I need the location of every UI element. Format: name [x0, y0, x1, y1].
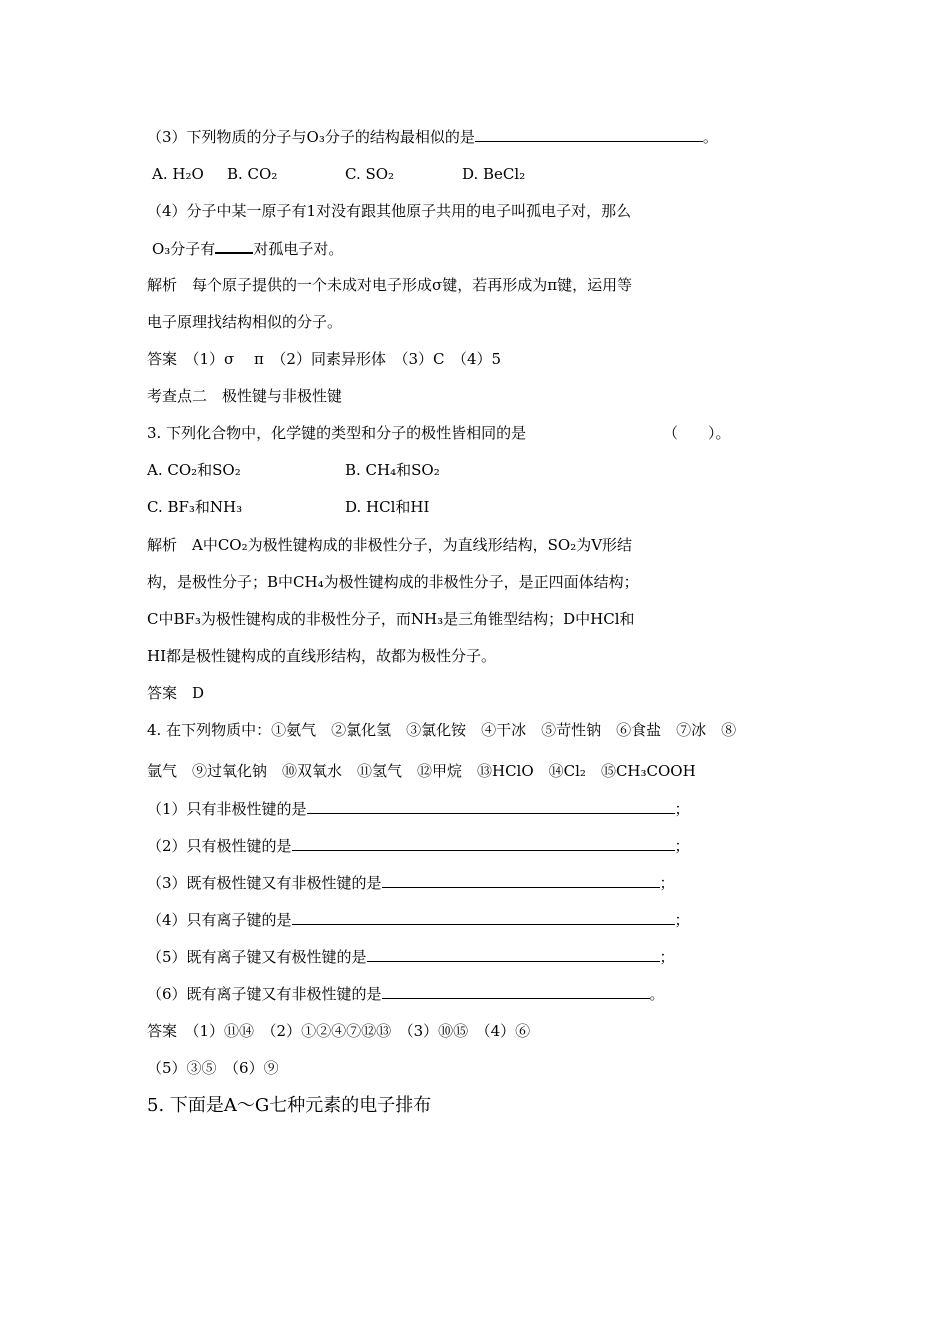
q4-stem-line1: 4. 在下列物质中：①氨气 ②氯化氢 ③氯化铵 ④干冰 ⑤苛性钠 ⑥食盐 ⑦冰 ⑧: [147, 721, 737, 739]
q4-sub4-end: ；: [674, 911, 690, 929]
q4-sub2-end: ；: [674, 837, 690, 855]
q4-sub1: [147, 799, 690, 819]
q2-sub4-answer-blank[interactable]: [215, 238, 253, 254]
q2-analysis-line1: 解析 每个原子提供的一个未成对电子形成σ键，若再形成为π键，运用等: [147, 276, 633, 294]
q4-sub1-answer-blank[interactable]: [307, 799, 675, 814]
q2-analysis-line2: 电子原理找结构相似的分子。: [147, 313, 343, 331]
q2-option-d: D. BeCl₂: [462, 165, 526, 183]
q4-sub2: [147, 836, 690, 856]
q4-sub3-label: （3）既有极性键又有非极性键的是: [147, 874, 382, 892]
q3-option-d: D. HCl和HI: [345, 498, 430, 516]
q3-answer-paren: （ ）。: [663, 424, 731, 442]
q4-sub6-label: （6）既有离子键又有非极性键的是: [147, 985, 382, 1003]
q4-sub4: [147, 910, 690, 930]
q4-answer-line2: （5）③⑤ （6）⑨: [147, 1059, 279, 1077]
q4-answer-line1: 答案 （1）⑪⑭ （2）①②④⑦⑫⑬ （3）⑩⑮ （4）⑥: [147, 1022, 531, 1040]
q3-option-a: A. CO₂和SO₂: [147, 461, 241, 479]
q4-sub5: [147, 947, 675, 967]
q3-answer: 答案 D: [147, 684, 205, 702]
q2-sub4-post: 对孤电子对。: [253, 240, 344, 258]
q3-analysis-line3: C中BF₃为极性键构成的非极性分子，而NH₃是三角锥型结构；D中HCl和: [147, 610, 635, 628]
q4-sub1-end: ；: [674, 800, 690, 818]
q2-option-a: A. H₂O: [152, 165, 204, 183]
q4-sub1-label: （1）只有非极性键的是: [147, 800, 307, 818]
q3-analysis-line2: 构，是极性分子；B中CH₄为极性键构成的非极性分子，是正四面体结构；: [147, 573, 639, 591]
q3-option-c: C. BF₃和NH₃: [147, 498, 243, 516]
q2-sub4-pre: O₃分子有: [152, 240, 216, 258]
q2-sub3-line: [147, 127, 718, 147]
q4-sub3-end: ；: [659, 874, 675, 892]
q4-sub6-answer-blank[interactable]: [382, 984, 650, 999]
q3-analysis-line4: HI都是极性键构成的直线形结构，故都为极性分子。: [147, 647, 497, 665]
q4-sub5-label: （5）既有离子键又有极性键的是: [147, 948, 367, 966]
q4-sub4-label: （4）只有离子键的是: [147, 911, 292, 929]
q4-sub2-label: （2）只有极性键的是: [147, 837, 292, 855]
q4-sub5-end: ；: [659, 948, 675, 966]
q3-stem-line: [147, 423, 526, 443]
q4-sub5-answer-blank[interactable]: [367, 947, 660, 962]
q3-options-row2: [147, 497, 429, 517]
q2-answer: 答案 （1）σ π （2）同素异形体 （3）C （4）5: [147, 350, 502, 368]
q2-option-b: B. CO₂: [227, 165, 278, 183]
q2-sub4-line1: （4）分子中某一原子有1对没有跟其他原子共用的电子叫孤电子对，那么: [147, 202, 632, 220]
q4-sub6: [147, 984, 665, 1004]
q2-sub3-answer-blank[interactable]: [475, 127, 703, 142]
q4-sub2-answer-blank[interactable]: [292, 836, 675, 851]
q4-stem-line2: 氩气 ⑨过氧化钠 ⑩双氧水 ⑪氢气 ⑫甲烷 ⑬HClO ⑭Cl₂ ⑮CH₃COOH: [147, 762, 696, 780]
q2-sub3-text: （3）下列物质的分子与O₃分子的结构最相似的是: [147, 128, 475, 146]
q3-analysis-line1: 解析 A中CO₂为极性键构成的非极性分子，为直线形结构，SO₂为V形结: [147, 536, 633, 554]
q2-option-c: C. SO₂: [345, 165, 395, 183]
q2-sub4-line2: [152, 238, 343, 259]
q3-options-row1: [147, 460, 440, 480]
q2-sub3-end: 。: [702, 128, 718, 146]
q2-sub3-options: [152, 164, 525, 184]
q5-stem: 5. 下面是A～G七种元素的电子排布: [147, 1095, 432, 1116]
section-heading: 考查点二 极性键与非极性键: [147, 387, 343, 405]
q4-sub3: [147, 873, 675, 893]
q4-sub6-end: 。: [649, 985, 665, 1003]
q3-stem: 3. 下列化合物中，化学键的类型和分子的极性皆相同的是: [147, 424, 527, 442]
q3-option-b: B. CH₄和SO₂: [345, 461, 440, 479]
q4-sub4-answer-blank[interactable]: [292, 910, 675, 925]
q4-sub3-answer-blank[interactable]: [382, 873, 660, 888]
